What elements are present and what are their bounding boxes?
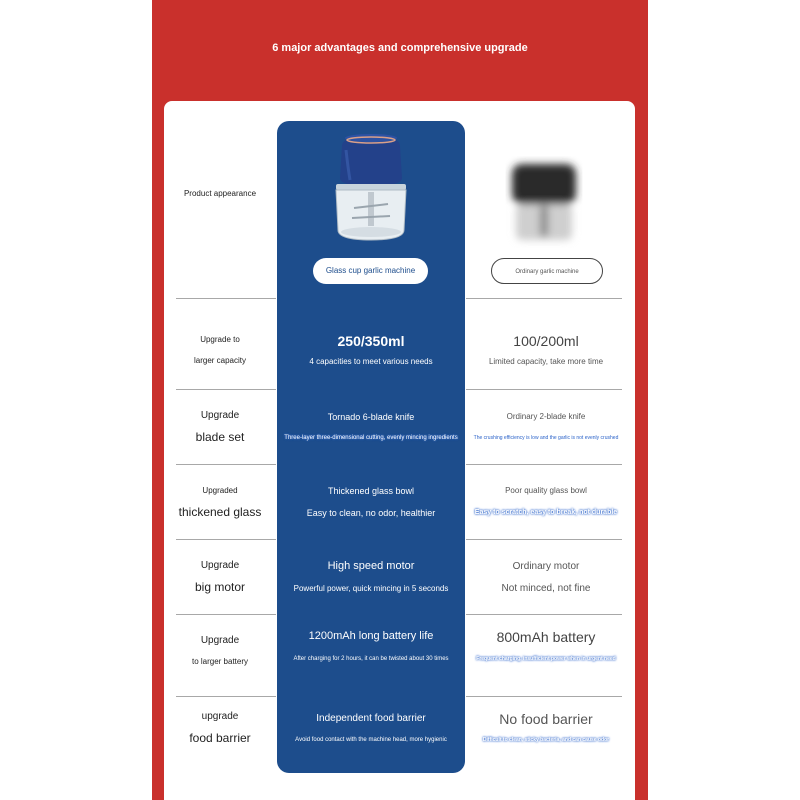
row-divider [176,464,276,465]
product-feature-main: High speed motor [327,560,415,572]
page-headline: 6 major advantages and comprehensive upgrade [272,42,528,54]
ordinary-feature-sub: Difficult to clean, sticky bacteria, and can cause odor [482,737,610,743]
appearance-label: Product appearance [183,189,257,198]
row-label-line1: Upgrade [200,560,240,571]
row-divider [176,539,276,540]
row-divider [176,298,276,299]
ordinary-feature-main: 800mAh battery [496,629,596,645]
product-feature-sub: After charging for 2 hours, it can be twisted about 30 times [293,656,449,662]
row-label-line1: Upgraded [202,486,238,495]
ordinary-pill: Ordinary garlic machine [491,258,603,284]
ordinary-feature-sub: Not minced, not fine [501,583,591,594]
row-divider [176,389,276,390]
row-label-line2: food barrier [189,731,251,745]
product-feature-main: 250/350ml [337,333,405,349]
ordinary-feature-main: Ordinary 2-blade knife [506,412,586,421]
ordinary-feature-main: No food barrier [499,711,593,727]
row-divider [466,389,622,390]
row-label-line2: to larger battery [191,657,249,666]
ordinary-feature-sub: Limited capacity, take more time [488,357,604,366]
row-label-line1: upgrade [201,711,239,722]
row-divider [176,696,276,697]
ordinary-feature-sub: Easy to scratch, easy to break, not durable [474,509,618,516]
row-divider [466,614,622,615]
row-label-line1: Upgrade [200,635,240,646]
product-feature-sub: Avoid food contact with the machine head, more hygienic [295,737,447,743]
row-label-line1: Upgrade to [200,335,240,344]
row-label-line2: blade set [195,430,245,444]
garlic-machine-image [326,128,416,244]
row-label-line1: Upgrade [200,410,240,421]
ordinary-feature-sub: The crushing efficiency is low and the garlic is not evenly crushed [473,435,619,441]
product-feature-sub: Easy to clean, no odor, healthier [306,508,436,518]
ordinary-machine-image [500,150,588,250]
product-feature-sub: Three-layer three-dimensional cutting, evenly mincing ingredients [284,435,458,441]
row-divider [466,464,622,465]
product-feature-sub: Powerful power, quick mincing in 5 seconds [293,584,449,593]
ordinary-feature-main: 100/200ml [513,333,579,349]
product-pill: Glass cup garlic machine [313,258,428,284]
product-feature-main: Independent food barrier [316,713,426,724]
product-feature-main: Thickened glass bowl [327,486,415,496]
row-label-line2: thickened glass [178,505,262,519]
row-divider [176,614,276,615]
row-label-line2: big motor [194,580,246,594]
product-feature-sub: 4 capacities to meet various needs [309,357,433,366]
ordinary-feature-main: Ordinary motor [512,561,580,572]
row-divider [466,539,622,540]
product-feature-main: Tornado 6-blade knife [327,412,415,422]
ordinary-feature-main: Poor quality glass bowl [505,486,587,495]
ordinary-feature-sub: Frequent charging, insufficient power when in urgent need [476,656,616,662]
row-label-line2: larger capacity [193,356,247,365]
row-divider [466,696,622,697]
product-feature-main: 1200mAh long battery life [308,630,434,642]
row-divider [466,298,622,299]
